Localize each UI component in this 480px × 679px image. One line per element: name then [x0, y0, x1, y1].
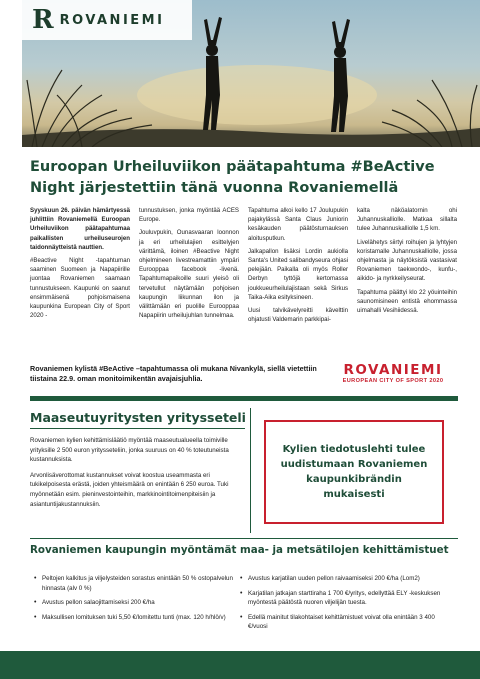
article-headline: Euroopan Urheiluviikon päätapahtuma #BeActive Night järjestettiin tänä vuonna Rovaniemellä: [30, 159, 435, 196]
section-title-kehittamistuet: Rovaniemen kaupungin myöntämät maa- ja metsätilojen kehittämistuet: [30, 544, 449, 556]
news-callout-text: Kylien tiedotuslehti tulee uudistumaan Rovaniemen kaupunkibrändin mukaisesti: [280, 444, 428, 500]
article-lead: Syyskuun 26. päivän hämärtyessä juhlittiin Rovaniemellä Euroopan Urheiluviikon päätapahtumaa paikallisten urheiluseurojen taidonnäytteistä nauttien.: [30, 207, 130, 251]
section-paragraph: Arvonlisäverottomat kustannukset voivat koostua useammasta eri tukikelpoisesta erästä, joiden yhteismäärä on enintään 6 250 euroa. Tuki myönnetään esim. pieninvestointeihin, markkinointitoimenpiteisiin ja asiantuntijakustannuksiin.: [30, 471, 229, 508]
logo-name: ROVANIEMI: [59, 12, 165, 28]
section-title-yritysseteli: Maaseutuyritysten yritysseteli: [30, 410, 246, 425]
list-item: • Avustus pellon salaojittamiseksi 200 €/ha: [34, 598, 234, 608]
list-item: • Peltojen kalkitus ja viljelysteiden sorastus enintään 50 % ostopalvelun hinnasta (alv 0 %): [34, 574, 234, 593]
city-logo-tagline: EUROPEAN CITY OF SPORT 2020: [342, 378, 444, 384]
logo-mark: R: [32, 5, 54, 35]
article-paragraph: kalta näköalatornin ohi Juhannuskalliolle. Matkaa sillalta tulee Juhannuskalliolle 1,5 km.: [357, 207, 457, 233]
footer-bar: [0, 651, 480, 679]
list-item: • Karjatilan jatkajan starttiraha 1 700 €/yritys, edellyttää ELY -keskuksen myöntestä päätöstä nuoren viljelijän tuesta.: [240, 589, 452, 608]
list-item: • Maksullisen lomituksen tuki 5,50 €/lomitettu tunti (max. 120 h/hlö/v): [34, 613, 234, 623]
article-paragraph: Jouluvpukin, Ounasvaaran loonnon ja eri urheilulajien esittelyjen värittämä, iloinen #Beactive Night ohjelmineen livestreamattiin ympäri Eurooppaa facebook -livenä. Tapahtumapaikoille suuri yleisö oli tervetullut näytämään pohjoisen kaupungin liikunnan ilon ja välittämään eri puolille Eurooppaa Napapiirin urheilujuhlan tunnelmaa.: [139, 229, 239, 320]
list-item: • Avustus karjatilan uuden pellon raivaamiseksi 200 €/ha (Lom2): [240, 574, 452, 584]
article-column-3: [248, 206, 348, 328]
section-body-yritysseteli: [30, 436, 248, 515]
subsidy-list-right: [240, 574, 452, 637]
city-logo-name: ROVANIEMI: [343, 362, 443, 378]
article-column-4: [357, 206, 457, 328]
article-column-1: [30, 206, 130, 328]
section-paragraph: Rovaniemen kylien kehittämisläätiö myöntää maaseutualueella toimiville yrityksille 2 500 euron yritysseteliin, jonka suuruus on 40 % toteutuneista kustannuksista.: [30, 437, 229, 464]
section-divider: [30, 396, 458, 401]
article-paragraph: #Beactive Night -tapahtuman saaminen Suomeen ja Napapiirille juontaa Rovaniemen saamaan tunnustukseen. Kaupunki on saanut ensimmäisenä pohjoismaisena kaupunkina European City of Sport 2020 -: [30, 257, 130, 320]
article-pull-quote: Rovaniemen kylistä #BeActive –tapahtumassa oli mukana Nivankylä, siellä vietettiin tiistaina 22.9. oman monitoimikentän avajaisjuhlia.: [30, 364, 317, 383]
section-divider-thin: [30, 538, 458, 539]
section-underline: [30, 428, 245, 429]
article-body: [30, 206, 458, 328]
article-paragraph: tunnustuksen, jonka myöntää ACES Europe.: [139, 207, 239, 224]
european-city-of-sport-logo: [328, 363, 458, 384]
article-paragraph: Jalkapallon lisäksi Lordin aukiolla Santa's United salibandyseura ohjasi pelejään. Paikalla oli myös Roller Derbyn tyttöjä kertomassa joukkueurheilulajistaan sekä Sirkus Taika-Aika esityksineen.: [248, 247, 348, 301]
article-paragraph: Uusi talvikävelyreitti kävelttin ohjatusti Valdemarin parkkipai-: [248, 307, 348, 324]
brand-logo: [22, 0, 192, 40]
article-paragraph: Livelähetys siirtyi roihujen ja lyhtyjen koristamalle Juhannuskalliolle, jossa ohjelmasta ja näytöksistä vastasivat Rovaniemen taekwondo-, kunfu-, aikido- ja nyrkkeilyseurat.: [357, 238, 457, 283]
article-paragraph: Tapahtuma päättyi klo 22 yöuinteihin saunomisineen entistä ehommassa uimahalli Vesihiidessä.: [357, 288, 457, 315]
subsidy-list-left: [34, 574, 234, 627]
news-callout-box: [264, 420, 444, 524]
column-divider: [250, 408, 251, 533]
article-column-2: [139, 206, 239, 328]
article-paragraph: Tapahtuma alkoi kello 17 Joulupukin pajakylässä Santa Claus Juniorin kesäkauden päätösturnauksen aloitusputkun.: [248, 207, 348, 242]
list-item: • Edellä mainitut tilakohtaiset kehittämistuet voivat olla enintään 3 400 €/vuosi: [240, 613, 452, 632]
